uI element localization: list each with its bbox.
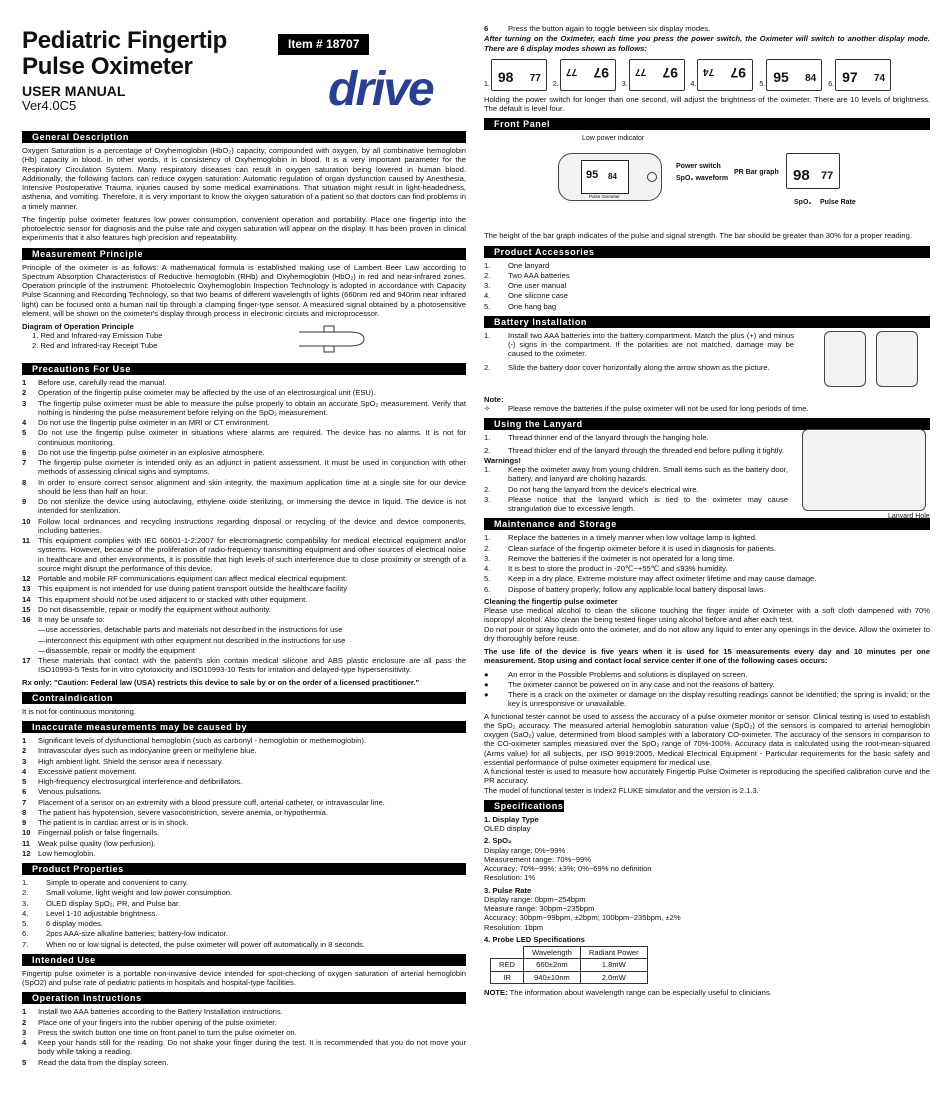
operation-item: 1 Install two AAA batteries according to the Battery Installation instructions. [22,1007,283,1017]
operation-item-6: 6 Press the button again to toggle between six display modes. [484,24,711,33]
pulse-rate-label: Pulse Rate [820,199,856,207]
spec-display: OLED display [484,824,531,833]
precaution-item: 15 Do not disassemble, repair or modify the equipment without authority. [22,604,271,614]
power-switch-icon [647,172,657,182]
general-heading: General Description [22,131,466,143]
cleaning-text-2: Do not pour or spray liquids onto the oximeter, and do not allow any liquid to enter any openings in the device. Allow the oximeter to dry thoroughly before reuse. [484,624,930,643]
precaution-item: 12 Portable and mobile RF communications equipment can affect medical electrical equipment. [22,574,348,583]
accessory-item: 5. One hang bag [484,301,557,311]
general-p1: Oxygen Saturation is a percentage of Oxyhemoglobin (HbO₂) capacity, compounded with oxygen, by all combinative hemoglobin (Hb) capacity in blood. In other words, it is consistency of Oxyhemoglobin in blood. It is a very important parameter for the Respiratory Circulation System. Many respiratory diseases can result in oxygen saturation being lowered in human blood. Additionally, the following factors can reduce oxygen saturation: Automatic regulation of organ dysfunction caused by Anesthesia, Intensive Postoperative Trauma, injuries caused by some medical examinations. That situation might result in light-headedness, asthenia, and vomiting. Therefore, it is very important to know the oxygen saturation of a patient so that doctors can find problems in a timely manner. [22,146,466,211]
diagram-item-1: 1. Red and Infrared-ray Emission Tube [32,331,163,341]
measurement-p1: Principle of the oximeter is as follows: A mathematical formula is established making use of Lambert Beer Law according to Spectrum Absorption Characteristics of Reductive hemoglobin (RHb) and Oxyhemoglobin (HbO₂) in red and near-infrared zones. Operation principle of the instrument: Photoelectric Oxyhemoglobin Inspection Technology is adopted in accordance with Capacity Pulse Scanning and Recording Technology, so that two beams of different wavelength of lights (660nm red and 940nm near infrared light) can be focused onto a human nail tip through a clamping finger-type sensor. A measured signal obtained by a photosensitive element, will be shown on the oximeter's display through process in electronic circuits and microprocessor. [22,262,466,318]
specs-heading: Specifications [484,800,564,812]
led-ir-wave: 940±10nm [524,971,581,983]
precaution-item: 9 Do not sterilize the device using autoclaving, ethylene oxide sterilizing, or immersing the device in liquid. The device is not intended for sterilization. [22,497,466,516]
accessory-item: 3. One user manual [484,281,567,290]
display-modes [484,59,930,91]
spec-note: NOTE: The information about wavelength range can be especially useful to clinicians. [484,987,772,997]
maintenance-item: 5. Keep in a dry place. Extreme moisture may affect oximeter lifetime and may cause damage. [484,574,817,584]
spec-spo2-3: Accuracy: 70%~99%: ±3%; 0%~69% no definition [484,864,652,873]
led-col-power: Radiant Power [580,947,647,959]
inaccurate-heading: Inaccurate measurements may be caused by [22,721,466,733]
display-mode: 2. 97 77 [553,59,616,91]
accessory-item: 1. One lanyard [484,260,550,270]
brightness-note: Holding the power switch for longer than one second, will adjust the brightness of the oximeter. There are 10 levels of brightness. The default is level four. [484,94,930,113]
led-red-power: 1.8mW [580,959,647,971]
tester-text-2: A functional tester is used to measure how accurately Fingertip Pulse Oximeter is reproducing the specified calibration curve and the PR accuracy. [484,767,930,786]
maintenance-item: 6. Dispose of battery properly; follow any applicable local battery disposal laws. [484,584,766,594]
features-list [22,878,466,949]
mode-screen: 98 77 [491,59,547,91]
feature-item: 1. Simple to operate and convenient to carry. [22,878,189,887]
led-table [490,946,648,984]
tester-text: A functional tester cannot be used to assess the accuracy of a pulse oximeter monitor or sensor. Clinical testing is used to establish the SpO₂ accuracy. The measured arterial hemoglobin saturation value (SpO₂) of the sensors is compared to arterial hemoglobin oxygen (SaO₂) value, determined from blood samples with a laboratory CO-oximeter. The accuracy of the sensors in comparison to the CO-oximeter samples measured over the SpO₂ range of 70%-100%. Accuracy data is calculated using the root-mean-squared (Arms value) for all subjects, per ISO 9919:2005, Medical Electrical Equipment - Particular requirements for the basic safety and essential performance of pulse oximeter equipment for medical use. [484,711,930,767]
low-power-label: Low power indicator [582,135,645,143]
inaccurate-item: 6 Venous pulsations. [22,787,102,797]
general-p2: The fingertip pulse oximeter features low power consumption, convenient operation and portability. Place one fingertip into the photoelectric sensor for diagnosis and the pulse rate and oxygen saturation will appear on the display. It has been proven in clinical experiments that it also features high precision and repeatability. [22,214,466,243]
precaution-item: 1 Before use, carefully read the manual. [22,378,167,387]
mode-screen: 97 77 [629,59,685,91]
inaccurate-item: 11 Weak pulse quality (low perfusion). [22,838,156,848]
case-1: ● An error in the Possible Problems and solutions is displayed on screen. [484,669,748,679]
precaution-item: 16 It may be unsafe to: [22,615,105,624]
precaution-item: 3 The fingertip pulse oximeter must be able to measure the pulse properly to obtain an accurate SpO₂ measurement. Verify that nothing is hindering the pulse measurement before relying on the SpO₂ measurement. [22,398,466,417]
oximeter-screen [581,160,629,194]
accessories-heading: Product Accessories [484,246,930,258]
display-mode: 4. 97 74 [691,59,754,91]
feature-item: 6. 2pcs AAA-size alkaline batteries; battery-low indicator. [22,929,228,939]
feature-item: 7. When no or low signal is detected, the pulse oximeter will power off automatically in 8 seconds. [22,939,365,949]
maintenance-heading: Maintenance and Storage [484,518,930,530]
battery-door-image [876,331,918,387]
mode-screen: 97 74 [835,59,891,91]
contra-heading: Contraindication [22,692,466,704]
diagram-block [22,322,466,358]
battery-note-label: Note: [484,394,504,404]
battery-note: ✧ Please remove the batteries if the pulse oximeter will not be used for long periods of time. [484,404,809,413]
led-red: RED [491,959,524,971]
front-heading: Front Panel [484,118,930,130]
maintenance-item: 4. It is best to store the product in -20℃~+55℃ and ≤93% humidity. [484,564,728,573]
closeup-pr: 77 [821,170,834,183]
waveform-label: SpO₂ waveform [676,175,729,183]
inaccurate-list [22,736,466,858]
maintenance-item: 1. Replace the batteries in a timely manner when low voltage lamp is lighted. [484,533,758,543]
cleaning-text: Please use medical alcohol to clean the silicone touching the finger inside of Oximeter with a soft cloth dampened with 70% isopropyl alcohol. Also clean the being tested finger using alcohol before and after each test. [484,606,930,625]
accessory-item: 4. One silicone case [484,291,568,301]
spec-led-heading: 4. Probe LED Specifications [484,934,585,944]
battery-block [484,331,930,414]
precautions-list [22,378,466,675]
tester-model: The model of functional tester is Index2 FLUKE simulator and the version is 2.1.3. [484,785,759,795]
rx-note: Rx only: "Caution: Federal law (USA) restricts this device to sale by or on the order of a licensed practitioner." [22,677,420,687]
precaution-item: 11 This equipment complies with IEC 60601-1-2:2007 for electromagnetic compatibility for medical electrical equipment and/or systems. However, because of the proliferation of radio-frequency transmitting equipment and other sources of electrical noise in healthcare and other environments, it is possible that high levels of such interference due to close proximity or strength of a source might disrupt the performance of this device. [22,536,466,573]
feature-item: 5. 6 display modes. [22,919,103,928]
operation-item: 3 Press the switch button one time on front panel to turn the pulse oximeter on. [22,1027,297,1037]
spec-spo2-1: Display range: 0%~99% [484,845,566,855]
spec-pr-1: Display range: 0bpm~254bpm [484,894,586,904]
case-3: ● There is a crack on the oximeter or damage on the display resulting readings cannot be identified; the spring is invalid; or the key is unresponsive or unavailable. [484,690,930,709]
spec-display-heading: 1. Display Type [484,814,539,824]
lanyard-hole-label: Lanyard Hole [888,513,930,521]
precaution-item: 5 Do not use the fingertip pulse oximeter in situations where alarms are required. The device has no alarms. It is not for continuous monitoring. [22,428,466,447]
spec-pr-heading: 3. Pulse Rate [484,885,532,895]
lanyard-item-2: 2. Thread thicker end of the lanyard through the threaded end before pulling it tightly. [484,445,784,455]
lanyard-block [484,433,930,521]
led-col-wavelength: Wavelength [524,947,581,959]
operation-list [22,1007,466,1067]
drive-logo: drive [328,63,433,116]
measurement-heading: Measurement Principle [22,248,466,260]
inaccurate-item: 1 Significant levels of dysfunctional hemoglobin (such as carbonyl - hemoglobin or methemoglobin). [22,736,366,745]
accessory-item: 2. Two AAA batteries [484,270,570,280]
inaccurate-item: 12 Low hemoglobin. [22,848,96,858]
diagram-title: Diagram of Operation Principle [22,322,134,331]
feature-item: 4. Level 1-10 adjustable brightness. [22,908,158,918]
display-mode: 6. 97 74 [828,59,891,91]
oximeter-image [558,153,662,201]
case-2: ● The oximeter cannot be powered on in any case and not the reasons of battery. [484,679,775,689]
precaution-item: 8 In order to ensure correct sensor alignment and skin integrity, the maximum application time at a single site for our device should be less than half an hour. [22,477,466,496]
precaution-item: 6 Do not use the fingertip pulse oximeter in an explosive atmosphere. [22,447,265,457]
operation-item: 2 Place one of your fingers into the rubber opening of the pulse oximeter. [22,1017,277,1027]
warning-3: 3. Please notice that the lanyard which is tied to the oximeter may cause strangulation due to excessive length. [484,494,788,513]
mode-screen: 97 74 [697,59,753,91]
right-column [484,0,930,997]
operation-item: 4 Keep your hands still for the reading. Do not shake your finger during the test. It is recommended that you do not move your body while taking a reading. [22,1038,466,1057]
modes-note: After turning on the Oximeter, each time you press the power switch, the Oximeter will switch to another display mode. There are 6 display modes shown as follows: [484,34,930,53]
precaution-item: —disassemble, repair or modify the equipment [38,645,196,655]
item-number: Item # 18707 [278,34,369,55]
warning-1: 1. Keep the oximeter away from young children. Small items such as the battery door, battery, and lanyard are choking hazards. [484,465,788,484]
lanyard-item-1: 1. Thread thinner end of the lanyard through the hanging hole. [484,433,709,443]
lanyard-heading: Using the Lanyard [484,418,930,430]
warnings-label: Warnings! [484,455,521,465]
operation-heading: Operation Instructions [22,992,466,1004]
accessories-list [484,261,930,311]
display-mode: 1. 98 77 [484,59,547,91]
lanyard-image [802,429,926,511]
precaution-item: 17 These materials that contact with the patient's skin contain medical silicone and ABS plastic enclosure are all pass the ISO10993-5 Tests for in vitro cytotoxicity and ISO10993-10 Tests for irritation and delayed-type hypersensitivity. [22,656,466,675]
feature-item: 3. OLED display SpO₂, PR, and Pulse bar. [22,898,181,908]
led-ir: IR [491,971,524,983]
features-heading: Product Properties [22,863,466,875]
precaution-item: 7 The fingertip pulse oximeter is intended only as an adjunct in patient assessment. It must be used in conjunction with other methods of assessing clinical signs and symptoms. [22,458,466,477]
cleaning-heading: Cleaning the fingertip pulse oximeter [484,596,618,606]
oximeter-label: Pulse Oximeter [589,194,620,200]
battery-image [824,331,866,387]
precaution-item: —interconnect this equipment with other equipment not described in the instructions for use [38,635,346,645]
inaccurate-item: 8 The patient has hypotension, severe vasoconstriction, severe anemia, or hypothermia. [22,807,328,817]
battery-item-1: 1. Install two AAA batteries into the battery compartment. Match the plus (+) and minus (-) signs in the compartment. If the polarities are not matched, damage may be caused to the oximeter. [484,330,794,359]
product-title-line1: Pediatric Fingertip [22,27,228,54]
battery-heading: Battery Installation [484,316,930,328]
precaution-item: 4 Do not use the fingertip pulse oximeter in an MRI or CT environment. [22,418,270,427]
intended-text: Fingertip pulse oximeter is a portable non-invasive device intended for spot-checking of oxygen saturation of arterial hemoglobin (SpO2) and pulse rate of pediatric patients in hospitals and hospital-type facilities. [22,968,466,987]
led-red-wave: 660±2nm [524,959,581,971]
spec-spo2-heading: 2. SpO₂ [484,836,512,846]
precaution-item: 2 Operation of the fingertip pulse oximeter may be affected by the use of an electrosurgical unit (ESU). [22,388,376,398]
inaccurate-item: 9 The patient is in cardiac arrest or is in shock. [22,818,189,827]
inaccurate-item: 7 Placement of a sensor on an extremity with a blood pressure cuff, arterial catheter, or intravascular line. [22,797,385,807]
contra-text: It is not for continuous monitoring. [22,706,136,716]
front-panel-figure [484,133,930,231]
precaution-item: 14 This equipment should not be used adjacent to or stacked with other equipment. [22,594,308,604]
spec-pr-4: Resolution: 1bpm [484,922,544,932]
battery-item-2: 2. Slide the battery door cover horizontally along the arrow shown as the picture. [484,362,770,372]
mode-screen: 97 77 [560,59,616,91]
bar-graph-label: PR Bar graph [734,169,779,177]
maintenance-list [484,533,930,594]
power-switch-label: Power switch [676,163,721,171]
manual-label: USER MANUAL [22,82,126,99]
product-title-line2: Pulse Oximeter [22,52,193,80]
use-life: The use life of the device is five years when it is used for 15 measurements every day and 10 minutes per one measurement. Stop using and contact local service center if one of the following cases occurs: [484,647,930,666]
precaution-item: 10 Follow local ordinances and recycling instructions regarding disposal or recycling of the device and device components, including batteries. [22,516,466,535]
left-column [22,0,466,1068]
display-mode: 5. 95 84 [759,59,822,91]
finger-diagram-icon [294,324,374,354]
warning-2: 2. Do not hang the lanyard from the device's electrical wire. [484,484,699,494]
inaccurate-item: 5 High-frequency electrosurgical interference and defibrillators. [22,777,243,786]
spec-pr-2: Measure range: 30bpm~235bpm [484,904,595,913]
precautions-heading: Precautions For Use [22,363,466,375]
inaccurate-item: 10 Fingernail polish or false fingernails. [22,828,160,838]
precaution-item: —use accessories, detachable parts and materials not described in the instructions for use [38,625,343,635]
version-label: Ver4.0C5 [22,97,77,113]
precaution-item: 13 This equipment is not intended for use during patient transport outside the healthcare facility [22,584,347,594]
spo2-label: SpO₂ [794,199,812,207]
screen-pr-value: 84 [608,172,617,182]
maintenance-item: 2. Clean surface of the fingertip oximeter before it is used in diagnosis for patients. [484,543,777,553]
spec-pr-3: Accuracy: 30bpm~99bpm, ±2bpm; 100bpm~235bpm, ±2% [484,913,681,923]
mode-screen: 95 84 [766,59,822,91]
front-text: The height of the bar graph indicates of the pulse and signal strength. The bar should be greater than 30% for a proper reading. [484,231,912,241]
operation-item: 5 Read the data from the display screen. [22,1057,169,1067]
closeup-spo2: 98 [793,167,810,185]
maintenance-item: 3. Remove the batteries if the oximeter is not operated for a long time. [484,553,735,563]
screen-spo2-value: 95 [586,169,599,182]
diagram-item-2: 2. Red and Infrared-ray Receipt Tube [32,340,158,350]
feature-item: 2. Small volume, light weight and low power consumption. [22,888,233,898]
inaccurate-item: 3 High ambient light. Shield the sensor area if necessary. [22,756,224,766]
led-ir-power: 2.0mW [580,971,647,983]
intended-heading: Intended Use [22,954,466,966]
display-closeup [786,153,840,189]
header-block [22,0,466,126]
inaccurate-item: 4 Excessive patient movement. [22,766,137,776]
inaccurate-item: 2 Intravascular dyes such as indocyanine green or methylene blue. [22,746,257,756]
display-mode: 3. 97 77 [622,59,685,91]
spec-spo2-4: Resolution: 1% [484,873,536,883]
spec-spo2-2: Measurement range: 70%~99% [484,854,592,864]
